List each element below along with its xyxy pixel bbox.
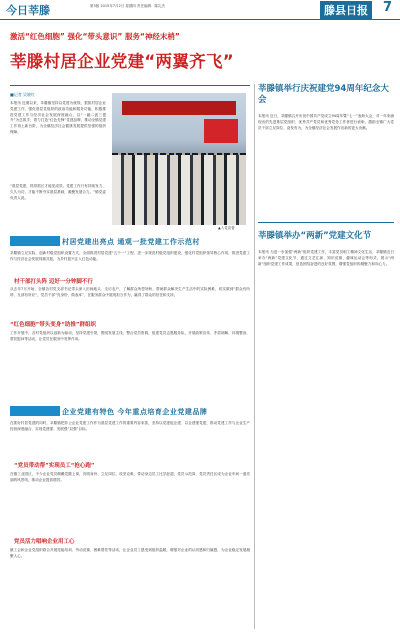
page-number-label: 第3版 <box>90 4 100 8</box>
byline: ■记者 吴晓红 <box>10 92 36 97</box>
page-number: 7 <box>382 0 392 15</box>
section-title: 今日莘滕 <box>6 4 50 17</box>
issue-meta <box>90 4 165 9</box>
enterprise-text-1: 在镇工业园区，不少企业党员佩戴党徽上岗，亮明身份、立足岗位、攻坚克难，带动身边员工比学赶超，党员示范岗、党员责任区成为企业车间一道亮丽的风景线，推动企业提质增效。 <box>10 472 250 482</box>
column-divider <box>254 84 255 629</box>
village-text-2: 工作开展中，各村党组织以创新为驱动，坚持党建引领，围绕发展主线，整合党员资源，组建党员志愿服务队，开展政策宣传、矛盾调解、环境整治、帮扶慰问等活动，让党员在服务中发挥作用。 <box>10 331 250 341</box>
village-text-1: 从去年7月开始，全镇各村党支部书记带头深入田间地头、走访农户，了解群众所思所盼，帮助群众解决生产生活中的实际困难，切实做到“群众有所呼、支部有所应”，党员干部“亮身份、做表率”，在服务群众中展现担当作为，赢得了群众的信任和支持。 <box>10 287 250 297</box>
headline-rule <box>10 85 250 86</box>
sidebar-story-1-title: 莘滕镇举行庆祝建党94周年纪念大会 <box>258 84 389 105</box>
newspaper-masthead: 滕县日报 <box>320 1 372 19</box>
main-headline: 莘滕村居企业党建“两翼齐飞” <box>10 52 234 71</box>
lead-paragraph-2: “基层党建，抓常抓长才能见成效。党建工作只有持续发力、久久为功，才能不断夯实基层基础，凝聚发展合力。”镇党委负责人说。 <box>10 184 106 200</box>
photo-banner <box>122 101 236 115</box>
village-subhead-2: “红色细胞”带头变身“助推”群组织 <box>10 322 96 328</box>
sidebar-rule <box>258 222 394 223</box>
photo-caption: ▲入党宣誓 <box>218 226 235 230</box>
sidebar <box>258 84 394 550</box>
issue-date: 2015年7月2日 星期四 责任编辑：陈礼杰 <box>100 4 165 8</box>
band-left-bar-2 <box>10 406 60 416</box>
enterprise-text-2: 镇工会和企业党组织联合开展技能培训、劳动竞赛、困难帮扶等活动，让企业员工感受到组织温暖，增强对企业的认同感和归属感，为企业稳定发展凝聚人心。 <box>10 548 250 558</box>
enterprise-subhead-2: 党员活力唱响企业用工心 <box>14 539 75 545</box>
band-left-bar <box>10 236 60 246</box>
village-lead: 莘滕镇立足实际，创新村级党组织设置方式，全面推进村居党建“五个一”工程，进一步规范村级党组织建设，强化村党组织领导核心作用，推进党建工作与经济社会发展同频共振，为乡村振兴注入红色动能。 <box>10 251 250 261</box>
headline-kicker: 激活“红色细胞” 强化“带头意识” 服务“神经末梢” <box>10 32 180 41</box>
party-flag <box>204 119 238 143</box>
lead-paragraph: 本报讯 近期以来，莘滕镇坚持以党建为统领，狠抓村居企业党建工作，强化基层党组织的政治功能和服务功能，积极推进党建工作与经济社会发展深度融合，以“一融二创三提升”为总抓手，着力打造“红色先锋”党建品牌，推动全镇党建工作再上新台阶，为全镇经济社会健康发展提供坚强的组织保障。 <box>10 101 106 134</box>
photo-crowd <box>112 155 246 225</box>
enterprise-lead: 在抓好村居党建的同时，莘滕镇把非公企业党建工作作为基层党建工作的重要内容来抓，坚持以党建促企建、以企建强党建，推动党建工作与企业生产经营深度融合，实现党建强、发展强“双强”目标。 <box>10 421 250 431</box>
sidebar-story-1-text: 本报讯 近日，莘滕镇召开庆祝中国共产党成立94周年暨“七一”表彰大会，对一年来涌现出的先进基层党组织、优秀共产党员和优秀党务工作者进行表彰，激励全镇广大党员干部立足岗位、奋发有为，为全镇经济社会发展作出新的更大贡献。 <box>258 114 394 130</box>
sidebar-story-2-text: 本报讯 为进一步加强“两新”组织党建工作，丰富党员职工精神文化生活，莘滕镇近日举办“两新”党建文化节，通过文艺汇演、知识竞赛、趣味运动会等形式，展示“两新”组织党建工作成果，营造团结奋进的良好氛围，增强党组织的凝聚力和向心力。 <box>258 250 394 266</box>
sidebar-story-2-title: 莘滕镇举办“两新”党建文化节 <box>258 231 372 241</box>
village-section-title: 村居党建出亮点 通观一批党建工作示范村 <box>62 238 200 246</box>
enterprise-subhead-1: “党员带动帮”实现员工“抢心跑” <box>14 463 95 469</box>
enterprise-section-title: 企业党建有特色 今年重点培育企业党建品牌 <box>62 408 208 416</box>
oath-photo <box>112 93 246 225</box>
village-subhead-1: 村干部打头阵 迈好一分钟脚不行 <box>14 279 93 285</box>
